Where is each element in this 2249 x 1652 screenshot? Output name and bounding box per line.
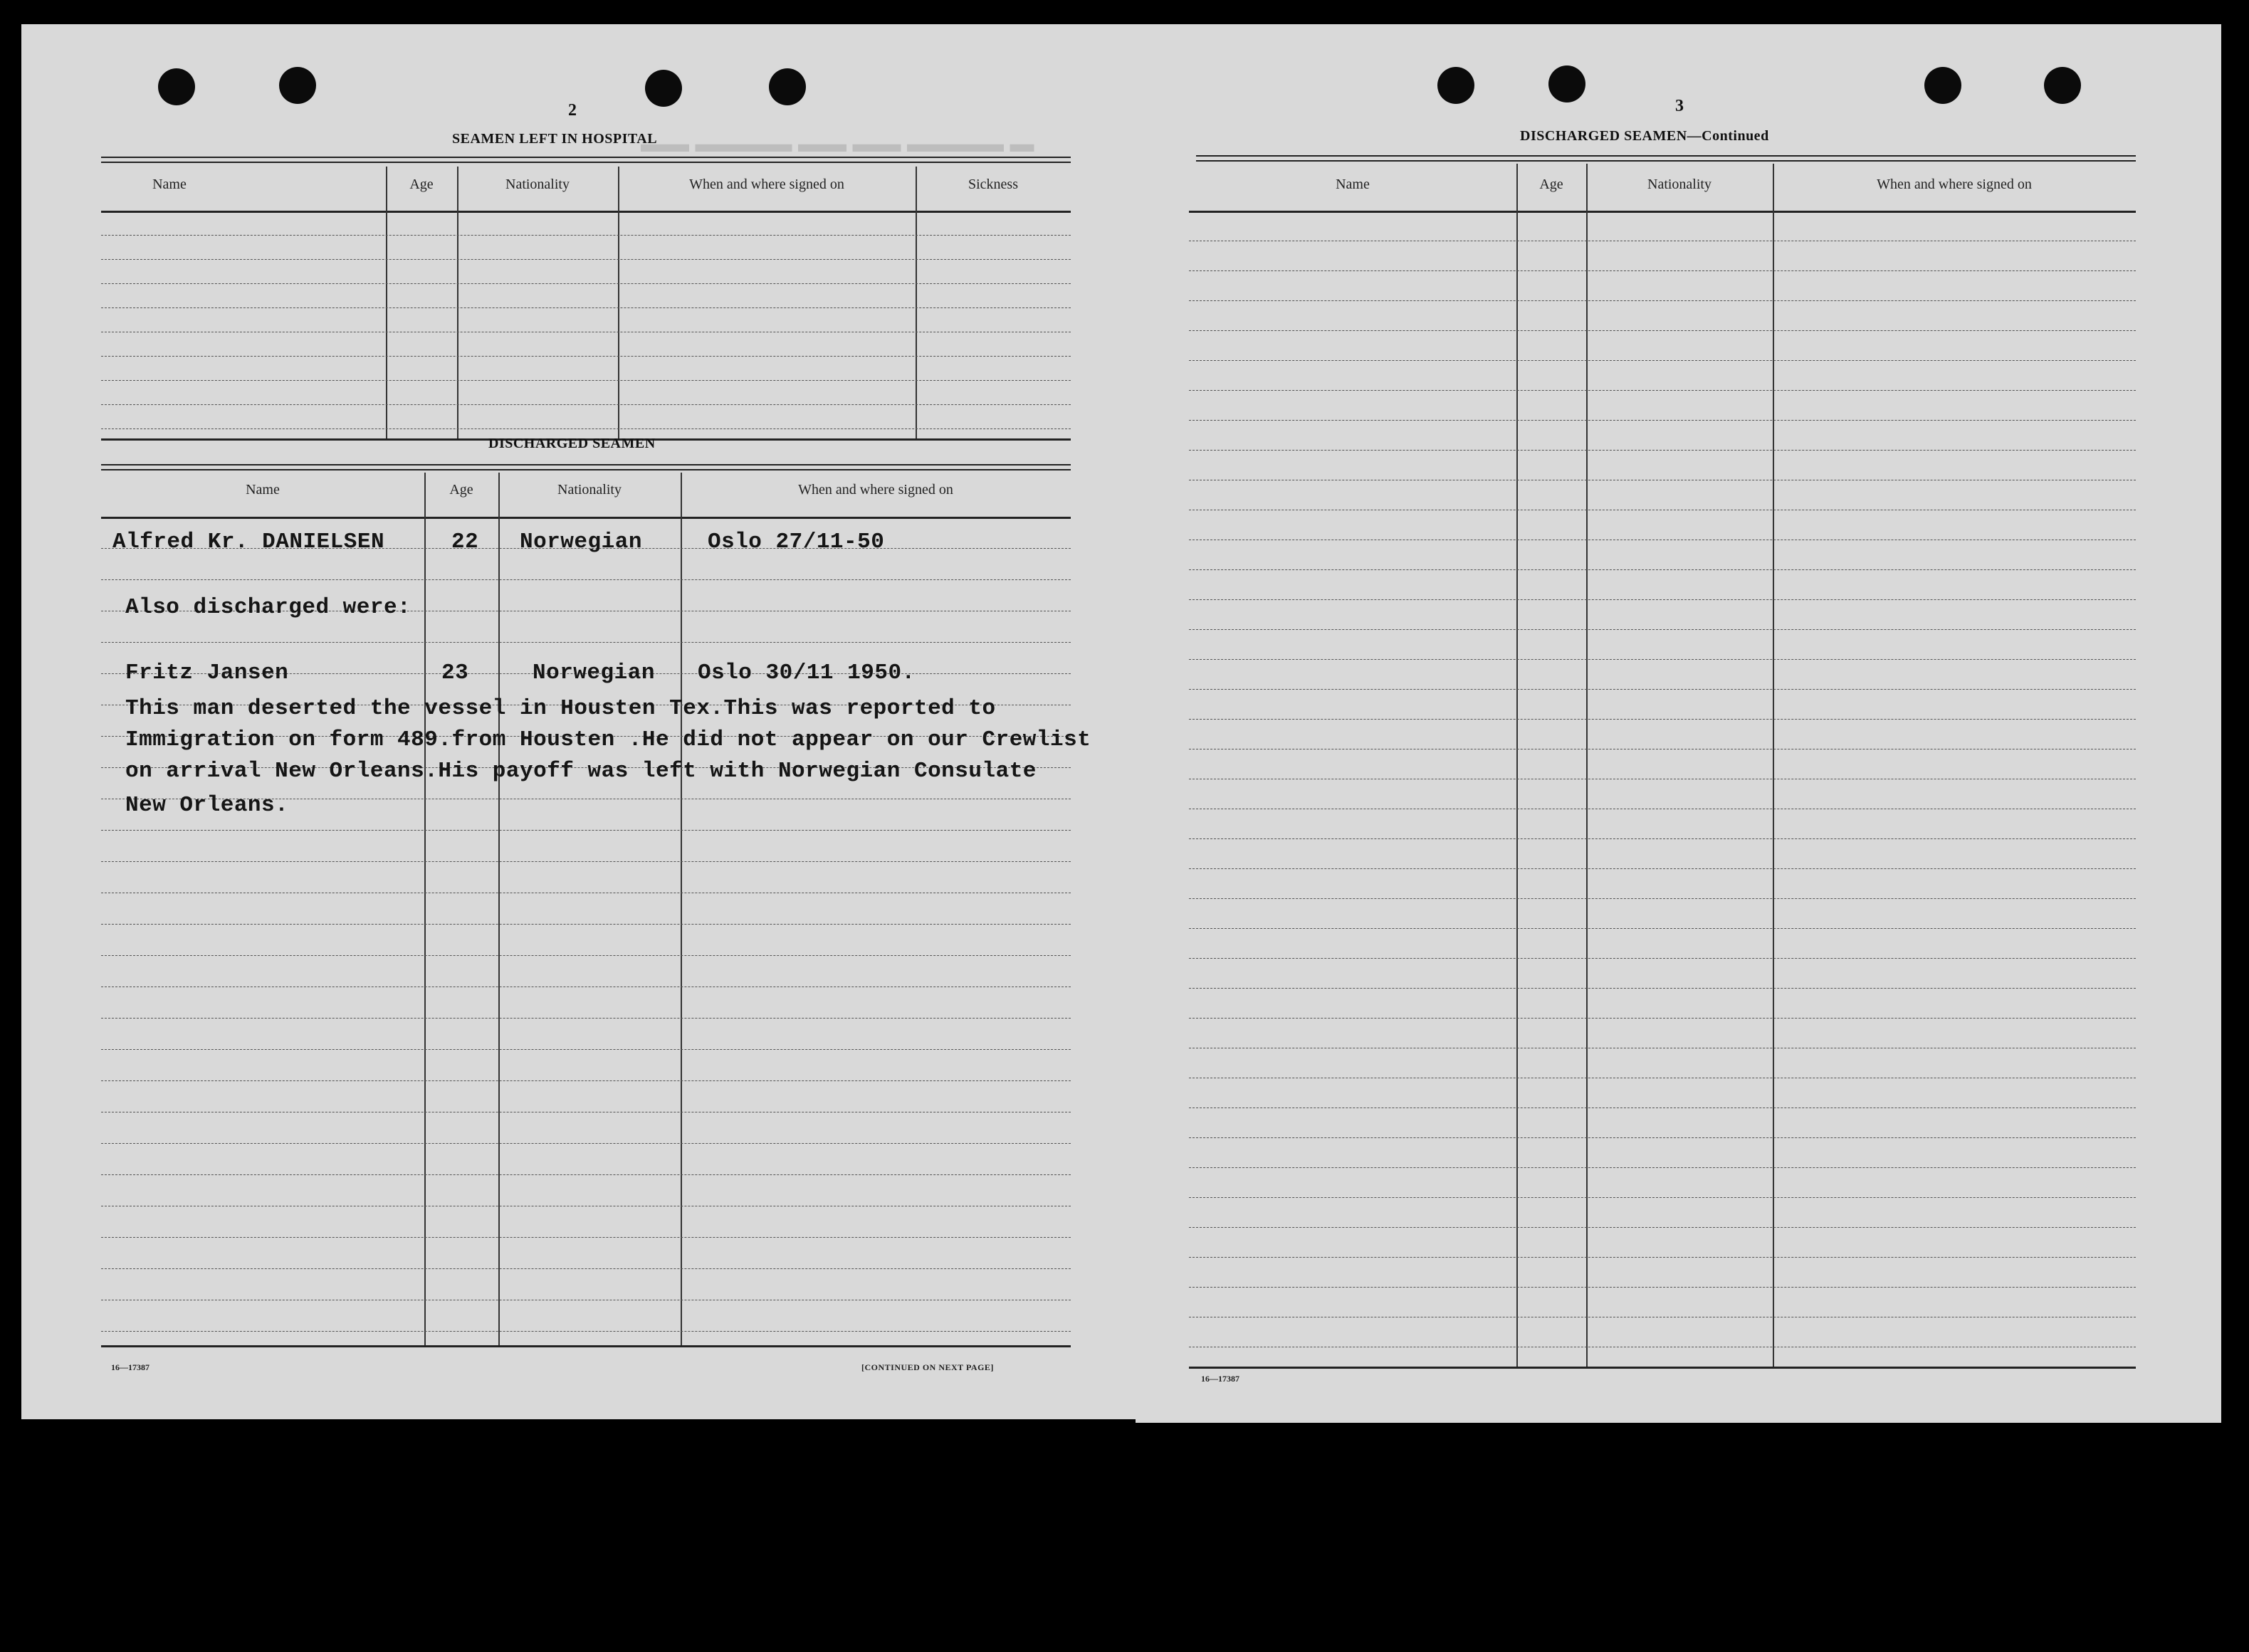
ruled-row-line: [101, 1049, 1071, 1050]
discharged-col-nationality: Nationality: [557, 482, 622, 498]
col-nationality: Nationality: [1647, 177, 1711, 192]
page-number: 2: [568, 101, 577, 120]
ruled-row-line: [101, 1237, 1071, 1238]
ruled-row-line: [1189, 330, 2136, 331]
ruled-row-line: [1189, 1227, 2136, 1228]
discharged-col-divider: [424, 473, 426, 1345]
punch-hole: [158, 68, 195, 105]
ruled-row-line: [101, 579, 1071, 580]
ruled-row-line: [101, 307, 1071, 308]
ruled-row-line: [1189, 659, 2136, 660]
entry-age: 22: [451, 530, 479, 554]
hospital-col-divider: [618, 167, 619, 438]
ruled-row-line: [1189, 270, 2136, 271]
title-suffix: —Continued: [1687, 128, 1769, 144]
ruled-row-line: [1189, 450, 2136, 451]
entry-age: 23: [441, 661, 469, 685]
hospital-col-signed-on: When and where signed on: [689, 177, 844, 192]
ruled-row-line: [101, 283, 1071, 284]
discharged-col-age: Age: [449, 482, 473, 498]
ruled-row-line: [101, 1331, 1071, 1332]
ruled-row-line: [1189, 868, 2136, 869]
ruled-row-line: [101, 642, 1071, 643]
punch-hole: [2044, 67, 2081, 104]
discharged-col-signed-on: When and where signed on: [798, 482, 953, 498]
discharged-bottom-rule: [101, 1345, 1071, 1347]
ruled-row-line: [1189, 838, 2136, 839]
col-divider: [1773, 164, 1774, 1367]
ruled-row-line: [1189, 1137, 2136, 1138]
bleed-through-text: ▬ ▬▬▬▬ ▬▬ ▬▬ ▬▬▬▬ ▬▬: [641, 131, 1034, 157]
table-bottom-rule: [1189, 1367, 2136, 1369]
ruled-row-line: [1189, 719, 2136, 720]
ruled-row-line: [101, 259, 1071, 260]
form-number: 16—17387: [111, 1362, 150, 1372]
ruled-row-line: [101, 428, 1071, 429]
table-top-rule: [1196, 155, 2136, 162]
punch-hole: [645, 70, 682, 107]
ruled-row-line: [1189, 898, 2136, 899]
entry-signed-on: Oslo 30/11 1950.: [698, 661, 916, 685]
ruled-row-line: [1189, 928, 2136, 929]
hospital-col-divider: [916, 167, 917, 438]
ruled-row-line: [1189, 1257, 2136, 1258]
discharged-header-rule: [101, 517, 1071, 519]
continued-on-next-page: [CONTINUED ON NEXT PAGE]: [861, 1362, 994, 1372]
table-header-rule: [1189, 211, 2136, 213]
ruled-row-line: [101, 380, 1071, 381]
entry-nationality: Norwegian: [533, 661, 655, 685]
entry-name: Alfred Kr. DANIELSEN: [112, 530, 385, 554]
ruled-row-line: [101, 1080, 1071, 1081]
hospital-col-sickness: Sickness: [968, 177, 1018, 192]
punch-hole: [1924, 67, 1961, 104]
form-number: 16—17387: [1201, 1374, 1239, 1384]
col-divider: [1586, 164, 1588, 1367]
ruled-row-line: [101, 1143, 1071, 1144]
hospital-top-rule: [101, 157, 1071, 163]
hospital-col-divider: [386, 167, 387, 438]
ruled-row-line: [1189, 569, 2136, 570]
ruled-row-line: [1189, 689, 2136, 690]
ruled-row-line: [1189, 1167, 2136, 1168]
ruled-row-line: [101, 955, 1071, 956]
discharged-col-name: Name: [246, 482, 280, 498]
hospital-col-age: Age: [409, 177, 434, 192]
note-line: This man deserted the vessel in Housten Tex.This was reported to: [125, 696, 996, 721]
ruled-row-line: [101, 235, 1071, 236]
ruled-row-line: [101, 1018, 1071, 1019]
ruled-row-line: [101, 404, 1071, 405]
punch-hole: [1437, 67, 1474, 104]
title-main: DISCHARGED SEAMEN: [1520, 128, 1687, 144]
discharged-col-divider: [681, 473, 682, 1345]
left-page: [21, 24, 1136, 1419]
right-page: [1136, 24, 2221, 1423]
hospital-col-name: Name: [152, 177, 187, 192]
ruled-row-line: [1189, 958, 2136, 959]
punch-hole: [769, 68, 806, 105]
ruled-row-line: [1189, 1018, 2136, 1019]
hospital-col-divider: [457, 167, 458, 438]
hospital-header-rule: [101, 211, 1071, 213]
note-line: Immigration on form 489.from Housten .He did not appear on our Crewlist: [125, 727, 1091, 752]
col-divider: [1516, 164, 1518, 1367]
ruled-row-line: [101, 924, 1071, 925]
ruled-row-line: [1189, 599, 2136, 600]
ruled-row-line: [101, 356, 1071, 357]
ruled-row-line: [1189, 629, 2136, 630]
also-discharged-label: Also discharged were:: [125, 595, 411, 620]
discharged-top-rule: [101, 464, 1071, 470]
ruled-row-line: [1189, 360, 2136, 361]
hospital-col-nationality: Nationality: [505, 177, 570, 192]
ruled-row-line: [1189, 300, 2136, 301]
entry-name: Fritz Jansen: [125, 661, 289, 685]
ruled-row-line: [101, 861, 1071, 862]
entry-nationality: Norwegian: [520, 530, 642, 554]
ruled-row-line: [1189, 1287, 2136, 1288]
punch-hole: [279, 67, 316, 104]
ruled-row-line: [1189, 420, 2136, 421]
col-signed-on: When and where signed on: [1877, 177, 2032, 192]
page-number: 3: [1675, 97, 1684, 115]
discharged-col-divider: [498, 473, 500, 1345]
note-line: New Orleans.: [125, 793, 289, 818]
note-line: on arrival New Orleans.His payoff was left with Norwegian Consulate: [125, 759, 1037, 784]
ruled-row-line: [101, 1268, 1071, 1269]
hospital-section-title: SEAMEN LEFT IN HOSPITAL: [452, 131, 658, 147]
ruled-row-line: [1189, 988, 2136, 989]
punch-hole: [1548, 65, 1585, 102]
col-name: Name: [1336, 177, 1370, 192]
page-title: [1520, 128, 1769, 144]
ruled-row-line: [101, 830, 1071, 831]
ruled-row-line: [1189, 390, 2136, 391]
entry-signed-on: Oslo 27/11-50: [708, 530, 885, 554]
ruled-row-line: [1189, 1197, 2136, 1198]
col-age: Age: [1539, 177, 1563, 192]
ruled-row-line: [101, 1174, 1071, 1175]
discharged-section-title: DISCHARGED SEAMEN: [488, 436, 656, 451]
